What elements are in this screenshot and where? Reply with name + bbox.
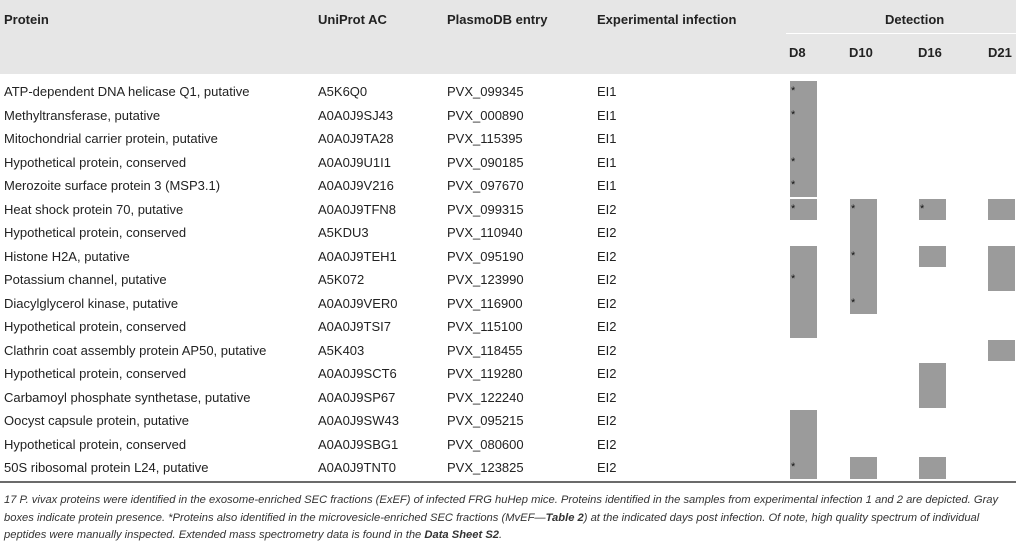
infection-cell: EI2 <box>597 248 617 264</box>
msv-star-marker: * <box>791 273 796 285</box>
column-header-plasmodb: PlasmoDB entry <box>447 12 548 27</box>
uniprot-cell: A0A0J9TSI7 <box>318 319 391 334</box>
detection-box-d8 <box>790 246 817 338</box>
plasmodb-cell: PVX_097670 <box>447 178 524 193</box>
day-header-d16: D16 <box>918 45 942 60</box>
infection-cell: EI2 <box>597 319 617 334</box>
detection-box-d21 <box>988 340 1015 362</box>
infection-cell: EI2 <box>597 225 617 240</box>
caption-text-3: . <box>499 529 503 541</box>
plasmodb-cell: PVX_110940 <box>447 225 523 240</box>
msv-star-marker: * <box>791 179 796 191</box>
infection-cell: EI2 <box>597 201 617 217</box>
protein-cell: Diacylglycerol kinase, putative <box>4 295 179 311</box>
plasmodb-cell: PVX_123990 <box>447 272 524 287</box>
plasmodb-cell: PVX_080600 <box>447 436 524 452</box>
uniprot-cell: A5K6Q0 <box>318 84 368 99</box>
column-header-protein: Protein <box>4 12 49 27</box>
protein-cell: Potassium channel, putative <box>4 272 167 287</box>
uniprot-cell: A5K403 <box>318 342 365 358</box>
infection-cell: EI2 <box>597 389 617 405</box>
detection-box-d16 <box>919 363 946 408</box>
column-header-infection: Experimental infection <box>597 12 737 27</box>
uniprot-cell: A0A0J9SW43 <box>318 413 399 428</box>
msv-star-marker: * <box>851 296 856 309</box>
uniprot-cell: A0A0J9TEH1 <box>318 248 397 264</box>
column-header-uniprot: UniProt AC <box>318 12 387 27</box>
caption-text-2: ) at the indicated days post infection. Of note, high quality spectrum of individual peptides were manually inspected. Extended mass spectrometry data is found in the <box>4 511 980 541</box>
detection-box-d16 <box>919 246 946 268</box>
plasmodb-cell: PVX_123825 <box>447 460 524 475</box>
plasmodb-cell: PVX_116900 <box>447 295 523 311</box>
day-header-d10: D10 <box>849 45 873 60</box>
uniprot-cell: A0A0J9SP67 <box>318 389 396 405</box>
msv-star-marker: * <box>791 155 796 168</box>
protein-cell: Hypothetical protein, conserved <box>4 319 187 334</box>
caption-table-ref: Table 2 <box>545 511 584 524</box>
protein-cell: Carbamoyl phosphate synthetase, putative <box>4 389 251 405</box>
protein-cell: Heat shock protein 70, putative <box>4 201 184 217</box>
protein-cell: Hypothetical protein, conserved <box>4 225 187 240</box>
day-header-d21: D21 <box>988 45 1012 60</box>
plasmodb-cell: PVX_099345 <box>447 84 524 99</box>
infection-cell: EI1 <box>597 84 617 99</box>
detection-box-d21 <box>988 199 1015 221</box>
plasmodb-cell: PVX_095215 <box>447 413 524 428</box>
msv-star-marker: * <box>791 461 796 473</box>
detection-box-d10 <box>850 457 877 479</box>
detection-box-d16 <box>919 457 946 479</box>
infection-cell: EI2 <box>597 460 617 475</box>
detection-box-d21 <box>988 246 1015 291</box>
infection-cell: EI1 <box>597 107 617 123</box>
protein-cell: Merozoite surface protein 3 (MSP3.1) <box>4 178 221 193</box>
infection-cell: EI2 <box>597 436 617 452</box>
uniprot-cell: A0A0J9TNT0 <box>318 460 397 475</box>
plasmodb-cell: PVX_119280 <box>447 366 523 381</box>
uniprot-cell: A0A0J9SCT6 <box>318 366 397 381</box>
infection-cell: EI2 <box>597 295 617 311</box>
msv-star-marker: * <box>920 202 925 215</box>
uniprot-cell: A0A0J9U1I1 <box>318 154 391 170</box>
table-bottom-rule <box>0 481 1016 483</box>
infection-cell: EI2 <box>597 272 617 287</box>
protein-cell: Hypothetical protein, conserved <box>4 154 187 170</box>
infection-cell: EI1 <box>597 178 617 193</box>
plasmodb-cell: PVX_115100 <box>447 319 523 334</box>
uniprot-cell: A5K072 <box>318 272 365 287</box>
infection-cell: EI1 <box>597 131 617 146</box>
protein-cell: Oocyst capsule protein, putative <box>4 413 189 428</box>
plasmodb-cell: PVX_090185 <box>447 154 524 170</box>
uniprot-cell: A5KDU3 <box>318 225 369 240</box>
plasmodb-cell: PVX_095190 <box>447 248 524 264</box>
msv-star-marker: * <box>791 85 796 97</box>
uniprot-cell: A0A0J9TFN8 <box>318 201 397 217</box>
uniprot-cell: A0A0J9TA28 <box>318 131 394 146</box>
plasmodb-cell: PVX_118455 <box>447 342 523 358</box>
protein-cell: ATP-dependent DNA helicase Q1, putative <box>4 84 250 99</box>
column-header-detection: Detection <box>885 12 945 27</box>
caption-sheet-ref: Data Sheet S2 <box>424 529 500 541</box>
detection-header-divider <box>786 33 1016 34</box>
plasmodb-cell: PVX_000890 <box>447 107 524 123</box>
msv-star-marker: * <box>791 202 796 215</box>
msv-star-marker: * <box>791 108 796 121</box>
infection-cell: EI1 <box>597 154 617 170</box>
protein-cell: Mitochondrial carrier protein, putative <box>4 131 218 146</box>
infection-cell: EI2 <box>597 366 617 381</box>
msv-star-marker: * <box>851 249 856 262</box>
protein-cell: Clathrin coat assembly protein AP50, putative <box>4 342 267 358</box>
msv-star-marker: * <box>851 202 856 215</box>
uniprot-cell: A0A0J9SJ43 <box>318 107 394 123</box>
protein-cell: Histone H2A, putative <box>4 248 130 264</box>
day-header-d8: D8 <box>789 45 806 60</box>
protein-cell: Hypothetical protein, conserved <box>4 436 187 452</box>
plasmodb-cell: PVX_099315 <box>447 201 524 217</box>
table-caption <box>4 492 1012 545</box>
protein-cell: 50S ribosomal protein L24, putative <box>4 460 209 475</box>
infection-cell: EI2 <box>597 342 617 358</box>
plasmodb-cell: PVX_115395 <box>447 131 523 146</box>
uniprot-cell: A0A0J9SBG1 <box>318 436 399 452</box>
protein-cell: Hypothetical protein, conserved <box>4 366 187 381</box>
uniprot-cell: A0A0J9VER0 <box>318 295 398 311</box>
plasmodb-cell: PVX_122240 <box>447 389 524 405</box>
infection-cell: EI2 <box>597 413 617 428</box>
caption-text-1: 17 P. vivax proteins were identified in the exosome-enriched SEC fractions (ExEF) of infected FRG huHep mice. Proteins identified in the samples from experimental infection 1 and 2 are depicted. Gray boxes indicate protein presence. *Proteins also identified in the microvesicle-enriched SEC fractions (MvEF— <box>4 494 999 524</box>
uniprot-cell: A0A0J9V216 <box>318 178 394 193</box>
protein-cell: Methyltransferase, putative <box>4 107 161 123</box>
